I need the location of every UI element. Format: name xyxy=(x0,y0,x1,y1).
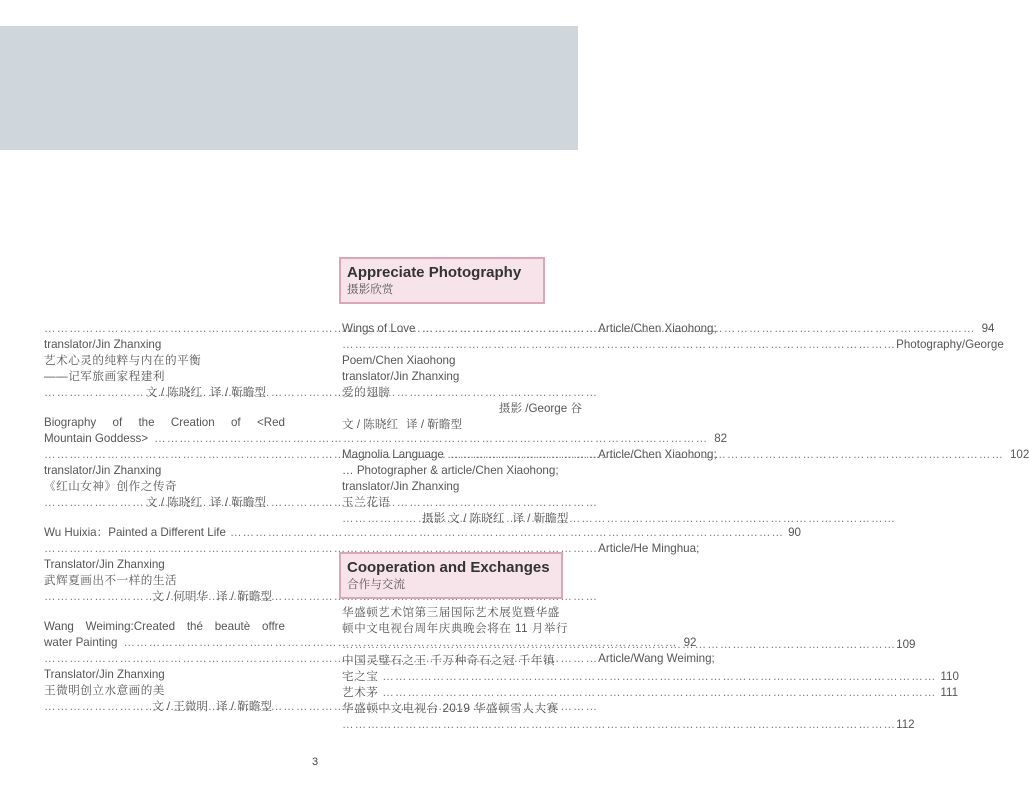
toc-title-zh: 顿中文电视台周年庆典晚会将在 11 月举行 xyxy=(342,622,569,635)
header-banner xyxy=(0,26,578,150)
toc-title: Wu Huixia：Painted a Different Life xyxy=(44,526,226,539)
toc-page-number: 92 xyxy=(683,636,697,649)
toc-credit-zh: 译 / 靳瞻型 xyxy=(210,496,267,509)
page-number: 3 xyxy=(311,756,319,768)
toc-credit-zh: 摄影 /George 谷 xyxy=(498,402,582,415)
dot-leader xyxy=(342,717,896,733)
dot-leader xyxy=(382,685,936,701)
toc-page-number: 82 xyxy=(714,432,728,445)
toc-credit: Article/He Minghua; xyxy=(598,542,700,555)
toc-title-zh: 宅之宝 xyxy=(342,670,379,683)
toc-title-zh: 中国灵璧石之王 千万种奇石之冠 千年镇 xyxy=(342,654,556,667)
toc-page-number: 90 xyxy=(788,526,801,539)
toc-page-number: 102 xyxy=(1009,448,1029,461)
toc-credit: Translator/Jin Zhanxing xyxy=(44,558,165,571)
toc-title-zh: 《红山女神》创作之传奇 xyxy=(44,480,178,493)
toc-credit-zh: 文 / 陈晓红 xyxy=(342,418,399,431)
toc-credit: Article/Chen Xiaohong; xyxy=(598,322,717,335)
section-title-zh: 合作与交流 xyxy=(347,578,405,591)
toc-credit-zh: 文 / 何明华 xyxy=(152,590,209,603)
dot-leader xyxy=(421,321,975,337)
toc-credit-zh: 译 / 靳瞻型 xyxy=(210,386,267,399)
dot-leader xyxy=(44,495,144,511)
toc-title-zh: 武辉夏画出不一样的生活 xyxy=(44,574,178,587)
toc-credit-zh: 文 / 陈晓红 xyxy=(146,386,203,399)
toc-credit-zh: 摄影 文 / 陈晓红 xyxy=(422,512,505,525)
toc-page-number: 111 xyxy=(940,686,959,699)
toc-page-number: 109 xyxy=(896,638,916,651)
toc-credit-zh: 译 / 靳瞻型 xyxy=(406,418,463,431)
toc-title: Mountain Goddess> xyxy=(44,432,149,445)
dot-leader xyxy=(342,337,896,353)
dot-leader xyxy=(44,385,144,401)
dot-leader xyxy=(44,699,150,715)
toc-title-zh: 艺术茅 xyxy=(342,686,379,699)
toc-title-zh: 爱的翅膀 xyxy=(342,386,391,399)
toc-title-zh: 华盛顿中文电视台 2019 华盛顿雪人大赛 xyxy=(342,702,559,715)
toc-credit-zh: 文 / 王微明 xyxy=(152,700,209,713)
section-title-zh: 摄影欣赏 xyxy=(347,283,394,296)
toc-credit: Article/Wang Weiming; xyxy=(598,652,715,665)
dot-leader xyxy=(450,447,1004,463)
toc-title: Biography of the Creation of <Red xyxy=(44,416,285,429)
section-title-en: Appreciate Photography xyxy=(347,264,522,281)
dot-leader xyxy=(342,637,896,653)
section-header-photography xyxy=(339,257,545,304)
toc-credit: translator/Jin Zhanxing xyxy=(44,464,162,477)
toc-entry[interactable] xyxy=(342,447,1029,527)
toc-title: Wang Weiming:Created thé beautè offre xyxy=(44,620,285,633)
toc-entry[interactable] xyxy=(342,685,959,701)
toc-credit: Poem/Chen Xiaohong xyxy=(342,354,456,367)
toc-page-number: 94 xyxy=(981,322,995,335)
toc-credit-zh: 文 / 陈晓红 xyxy=(146,496,203,509)
toc-credit: translator/Jin Zhanxing xyxy=(342,370,460,383)
toc-credit: Photography/George xyxy=(896,338,1004,351)
toc-credit-zh: 译 / 靳瞻型 xyxy=(216,590,273,603)
section-header-cooperation xyxy=(339,552,563,599)
toc-credit: Translator/Jin Zhanxing xyxy=(44,668,165,681)
toc-title-zh: 玉兰花语 xyxy=(342,496,391,509)
toc-credit: … Photographer & article/Chen Xiaohong; xyxy=(342,464,559,477)
toc-page-number: 112 xyxy=(896,718,915,731)
toc-title-zh: 艺术心灵的纯粹与内在的平衡 xyxy=(44,354,202,367)
toc-credit-zh: 译 / 靳瞻型 xyxy=(216,700,273,713)
toc-title-zh: 华盛顿艺术馆第三届国际艺术展览暨华盛 xyxy=(342,606,560,619)
toc-title: water Painting xyxy=(44,636,118,649)
dot-leader xyxy=(382,669,936,685)
toc-title: Wings of Love xyxy=(342,322,416,335)
toc-title: Magnolia Language xyxy=(342,448,444,461)
toc-entry[interactable] xyxy=(342,701,915,733)
dot-leader xyxy=(44,589,150,605)
toc-subtitle-zh: ——记军旅画家程建利 xyxy=(44,370,165,383)
section-title-en: Cooperation and Exchanges xyxy=(347,559,550,576)
toc-page-number: 110 xyxy=(940,670,959,683)
toc-title-zh: 王微明创立水意画的美 xyxy=(44,684,165,697)
toc-credit-zh: 译 / 靳瞻型 xyxy=(512,512,569,525)
toc-credit: translator/Jin Zhanxing xyxy=(342,480,460,493)
toc-credit: translator/Jin Zhanxing xyxy=(44,338,162,351)
dot-leader xyxy=(342,511,420,527)
toc-credit: Article/Chen Xiaohong; xyxy=(598,448,717,461)
